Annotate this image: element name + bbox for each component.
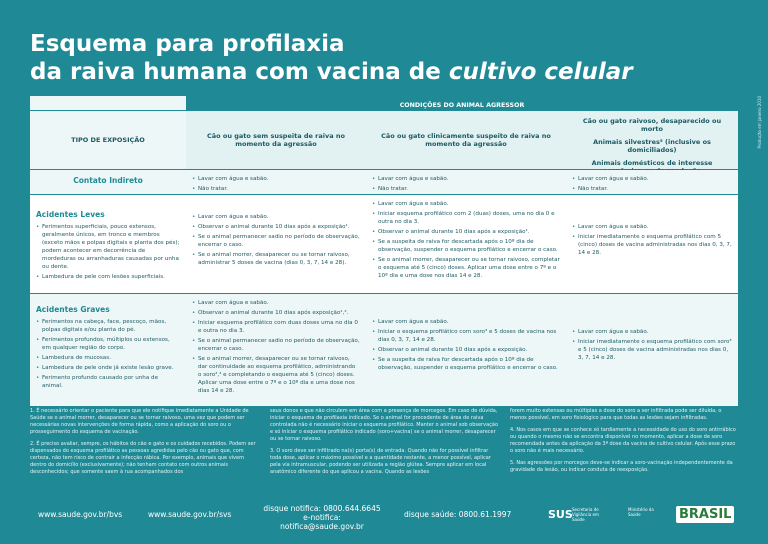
header-col-rabid [566,111,738,169]
footnotes [30,408,738,481]
list-item: • Ferimentos na cabeça, face, pescoço, mãos, polpas digitais e/ou planta do pé. [36,318,180,334]
list-item: • Iniciar esquema profilático com duas doses uma no dia 0 e outra no dia 3. [192,319,360,335]
row-heading-acidentes-graves [30,294,186,406]
title-line-2-emphasis: cultivo celular [448,59,633,85]
list-item: • Se o animal morrer, desaparecer ou se tornar raivoso, dar continuidade ao esquema profilático, administrando o soro³,⁴ e completando o esquema até 5 (cinco) doses. Aplicar uma dose entre o 7º e o 10º dia e uma dose nos dias 14 e 28. [192,355,360,395]
cell-contato-indireto-col4 [566,170,738,194]
header-col-rabid-line2: Animais silvestres⁵ (inclusive os domiciliados) [593,138,711,154]
list-item: • Se o animal morrer, desaparecer ou se tornar raivoso, administrar 5 doses de vacina (dias 0, 3, 7, 14 e 28). [192,251,360,267]
header-exposure-type: TIPO DE EXPOSIÇÃO [30,111,186,169]
list-item: • Lambedura de pele onde já existe lesão grave. [36,364,180,372]
list-item: • Ferimentos superficiais, pouco extensos, geralmente únicos, em tronco e membros (exceto mãos e polpas digitais e planta dos pés); podem acontecer em decorrência de mordeduras ou arranhaduras causadas por unha ou dente. [36,223,180,271]
list-item: • Se o animal morrer, desaparecer ou se tornar raivoso, completar o esquema até 5 (cinco) doses. Aplicar uma dose entre o 7º e o 10º dia e uma dose nos dias 14 e 28. [372,256,560,280]
row-heading-text: Contato Indireto [73,176,143,185]
list-item: • Lavar com água e sabão. [572,223,732,231]
cell-acidentes-leves-col3 [366,195,566,293]
cell-acidentes-graves-col3 [366,294,566,406]
list-item: • Não tratar. [192,185,360,193]
list-item: • Lambedura de pele com lesões superficiais. [36,273,180,281]
page-title [30,30,633,86]
header-animal-conditions: CONDIÇÕES DO ANIMAL AGRESSOR [186,96,738,110]
list-item: • Lavar com água e sabão. [192,299,360,307]
title-line-1: Esquema para profilaxia [30,31,345,57]
list-item: • Iniciar o esquema profilático com soro³ e 5 doses de vacina nos dias 0, 3, 7, 14 e 28. [372,328,560,344]
footnotes-col-3 [510,408,738,481]
footnote-3-cont: forem muito extensas ou múltiplas a dose do soro a ser infiltrada pode ser diluída, o menos possível, em soro fisiológico para que todas as lesões sejam infiltradas. [510,408,722,421]
table-header-top-row [30,96,738,110]
list-item: • Não tratar. [372,185,560,193]
footnote-3: 3. O soro deve ser infiltrado na(s) porta(s) de entrada. Quando não for possível infiltrar toda dose, aplicar o máximo possível e a quantidade restante, a menor possível, aplicar pela via intramuscular, podendo ser utilizada a região glútea. Sempre aplicar em local anatômico diferente do que aplicou a vacina. Quando as lesões [270,448,491,475]
sus-logo: SUS [548,508,573,521]
row-heading-text: Acidentes Graves [36,305,110,314]
list-item: • Iniciar imediatamente o esquema profilático com 5 (cinco) doses de vacina administradas nos dias 0, 3, 7, 14 e 28. [572,233,732,257]
list-item: • Observar o animal durante 10 dias após a exposição¹. [372,228,560,236]
list-item: • Se a suspeita de raiva for descartada após o 10º dia de observação, suspender o esquema profilático e encerrar o caso. [372,238,560,254]
link-bvs[interactable]: www.saude.gov.br/bvs [38,510,123,519]
footer [0,496,768,544]
list-item: • Iniciar imediatamente o esquema profilático com soro³ e 5 (cinco) doses de vacina administradas nos dias 0, 3, 7, 14 e 28. [572,338,732,362]
row-acidentes-graves [30,293,738,406]
production-note: Produção em janeiro 2010 [757,96,762,149]
footnote-5: 5. Nas agressões por morcegos deve-se indicar a soro-vacinação independentemente da gravidade da lesão, ou indicar conduta de reexposição. [510,460,733,473]
header-col-suspect: Cão ou gato clinicamente suspeito de raiva no momento da agressão [366,111,566,169]
row-heading-acidentes-leves [30,195,186,293]
row-heading-contato-indireto [30,170,186,194]
cell-contato-indireto-col2 [186,170,366,194]
cell-acidentes-leves-col2 [186,195,366,293]
ministerio-logo: Ministério da Saúde [628,507,654,517]
e-notifica: e-notifica: notifica@saude.gov.br [280,513,364,531]
list-item: • Ferimentos profundos, múltiplos ou extensos, em qualquer região do corpo. [36,336,180,352]
header-col-rabid-line3: Animais domésticos de interesse [591,159,713,167]
row-heading-text: Acidentes Leves [36,210,105,219]
footnotes-col-2 [270,408,498,481]
list-item: • Se o animal permanecer sadio no período de observação, encerrar o caso. [192,233,360,249]
link-svs[interactable]: www.saude.gov.br/svs [148,510,232,519]
prophylaxis-table [30,96,738,406]
cell-contato-indireto-col3 [366,170,566,194]
brasil-logo: BRASIL [676,506,734,523]
list-item: • Não tratar. [572,185,732,193]
footnote-2-cont: seus donos e que não circulem em área com a presença de morcegos. Em caso de dúvida, iniciar o esquema de profilaxia indicado. Se o animal for procedente de área de raiva controlada não é necessário iniciar o esquema profilático. Manter o animal sob observação e só iniciar o esquema profilático indicado (soro+vacina) se o animal morrer, desaparecer ou se tornar raivoso. [270,408,499,442]
cell-acidentes-graves-col2 [186,294,366,406]
list-item: • Iniciar esquema profilático com 2 (duas) doses, uma no dia 0 e outra no dia 3. [372,210,560,226]
list-item: • Lavar com água e sabão. [372,175,560,183]
list-item: • Se o animal permanecer sadio no período de observação, encerrar o caso. [192,337,360,353]
footnote-1: 1. É necessário orientar o paciente para que ele notifique imediatamente a Unidade de Saúde se o animal morrer, desaparecer ou se tornar raivoso, uma vez que podem ser necessárias novas intervenções de forma rápida, como a aplicação do soro ou o prosseguimento do esquema de vacinação. [30,408,249,435]
cell-acidentes-graves-col4 [566,294,738,406]
list-item: • Observar o animal durante 10 dias após a exposição¹. [192,223,360,231]
list-item: • Observar o animal durante 10 dias após a exposição. [372,346,560,354]
notifica-contacts [262,504,382,531]
header-col-no-suspicion: Cão ou gato sem suspeita de raiva no momento da agressão [186,111,366,169]
list-item: • Lavar com água e sabão. [572,328,732,336]
header-spacer [30,96,186,110]
row-acidentes-leves [30,194,738,293]
list-item: • Lavar com água e sabão. [192,175,360,183]
list-item: • Lavar com água e sabão. [572,175,732,183]
list-item: • Lavar com água e sabão. [192,213,360,221]
disque-notifica: disque notifica: 0800.644.6645 [263,504,381,513]
list-item: • Lavar com água e sabão. [372,200,560,208]
list-item: • Ferimento profundo causado por unha de animal. [36,374,180,390]
list-item: • Lambedura de mucosas. [36,354,180,362]
list-item: • Lavar com água e sabão. [372,318,560,326]
title-line-2 [30,58,633,86]
table-header-row [30,110,738,169]
footnote-4: 4. Nos casos em que se conhece só tardiamente a necessidade do uso do soro antirrábico ou quando o mesmo não se encontra disponível no momento, aplicar a dose de soro recomendada antes da aplicação da 3ª dose da vacina de cultivo celular. Após esse prazo o soro não é mais necessário. [510,427,736,454]
cell-acidentes-leves-col4 [566,195,738,293]
header-col-rabid-line1: Cão ou gato raivoso, desaparecido ou morto [582,117,722,133]
list-item: • Observar o animal durante 10 dias após exposição¹,². [192,309,360,317]
footnotes-col-1 [30,408,258,481]
title-line-2-text: da raiva humana com vacina de [30,59,449,85]
vigilancia-logo: Secretaria de Vigilância em Saúde [572,507,599,522]
list-item: • Se a suspeita de raiva for descartada após o 10º dia de observação, suspender o esquema profilático e encerrar o caso. [372,356,560,372]
disque-saude: disque saúde: 0800.61.1997 [404,510,512,519]
row-contato-indireto [30,169,738,194]
footnote-2: 2. É preciso avaliar, sempre, os hábitos do cão e gato e os cuidados recebidos. Podem ser dispensados do esquema profilático as pessoas agredidas pelo cão ou gato que, com certeza, não tem risco de contrair a infecção rábica. Por exemplo, animais que vivem dentro do domicílio (exclusivamente); não tenham contato com outros animais desconhecidos; que somente saem à rua acompanhados dos [30,441,256,475]
